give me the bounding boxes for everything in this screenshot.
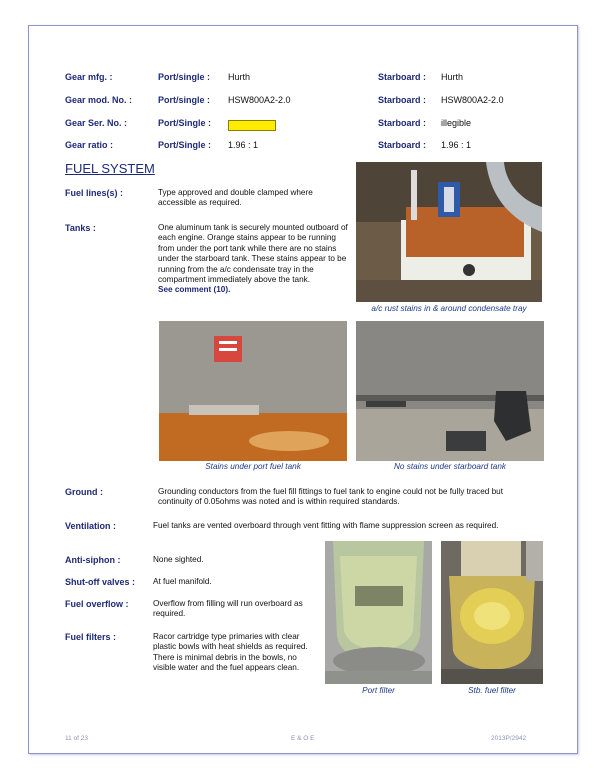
gear-serial-port-highlight [228,117,276,135]
gear-mfg-port-label: Port/single : [158,72,211,82]
tanks-label: Tanks : [65,223,96,233]
port-filter-photo [325,541,432,684]
filters-text: Racor cartridge type primaries with clear plastic bowls with heat shields as required. There is minimal debris in the bowls, no visible water and the fuel appears clean. [153,632,308,673]
gear-model-port-label: Port/single : [158,95,211,105]
footer-center: E & O E [291,735,315,742]
tanks-text: One aluminum tank is securely mounted outboard of each engine. Orange stains appear to be running from under the port tank while there are no stains under the starboard tank. These stains appear to be running from the a/c condensate tray in the compartment immediately above the tank. [158,223,348,285]
condensate-caption: a/c rust stains in & around condensate tray [371,304,527,313]
gear-model-stbd-value: HSW800A2-2.0 [441,95,504,105]
stbd-filter-photo [441,541,543,684]
filters-label: Fuel filters : [65,632,117,642]
gear-serial-stbd-label: Starboard : [378,118,427,128]
gear-serial-stbd-value: illegible [441,118,472,128]
shutoff-label: Shut-off valves : [65,577,136,587]
gear-ratio-label: Gear ratio : [65,140,114,150]
gear-model-stbd-label: Starboard : [378,95,427,105]
gear-ratio-stbd-value: 1.96 : 1 [441,140,472,150]
port-tank-caption: Stains under port fuel tank [205,462,301,471]
gear-mfg-port-value: Hurth [228,72,251,82]
anti-siphon-text: None sighted. [153,555,204,564]
footer-page-number: 11 of 23 [65,735,89,742]
gear-model-port-value: HSW800A2-2.0 [228,95,291,105]
gear-mfg-stbd-label: Starboard : [378,72,427,82]
stbd-tank-photo [356,321,544,461]
gear-model-label: Gear mod. No. : [65,95,133,105]
shutoff-text: At fuel manifold. [153,577,212,586]
gear-ratio-stbd-label: Starboard : [378,140,427,150]
tanks-comment-link[interactable]: See comment (10). [158,285,231,295]
stbd-filter-caption: Stb. fuel filter [468,686,516,695]
gear-serial-port-label: Port/Single : [158,118,212,128]
gear-mfg-stbd-value: Hurth [441,72,464,82]
overflow-label: Fuel overflow : [65,599,129,609]
report-page [28,25,578,754]
condensate-tray-photo [356,162,542,302]
ventilation-text: Fuel tanks are vented overboard through vent fitting with flame suppression screen as required. [153,521,499,530]
section-title: FUEL SYSTEM [65,161,155,176]
tanks-text-block [158,223,350,296]
stbd-tank-caption: No stains under starboard tank [394,462,506,471]
ground-text: Grounding conductors from the fuel fill fittings to fuel tank to engine could not be fully traced but continuity of 0.05ohms was noted and is within required standards. [158,487,503,507]
gear-ratio-port-value: 1.96 : 1 [228,140,259,150]
anti-siphon-label: Anti-siphon : [65,555,121,565]
gear-mfg-label: Gear mfg. : [65,72,113,82]
overflow-text: Overflow from filling will run overboard as required. [153,599,303,619]
ventilation-label: Ventilation : [65,521,117,531]
gear-ratio-port-label: Port/Single : [158,140,212,150]
fuel-lines-text: Type approved and double clamped where accessible as required. [158,188,313,208]
ground-label: Ground : [65,487,103,497]
footer-reference: 2013P/2942 [491,735,527,742]
port-tank-photo [159,321,347,461]
fuel-lines-label: Fuel lines(s) : [65,188,124,198]
port-filter-caption: Port filter [362,686,395,695]
gear-serial-label: Gear Ser. No. : [65,118,128,128]
